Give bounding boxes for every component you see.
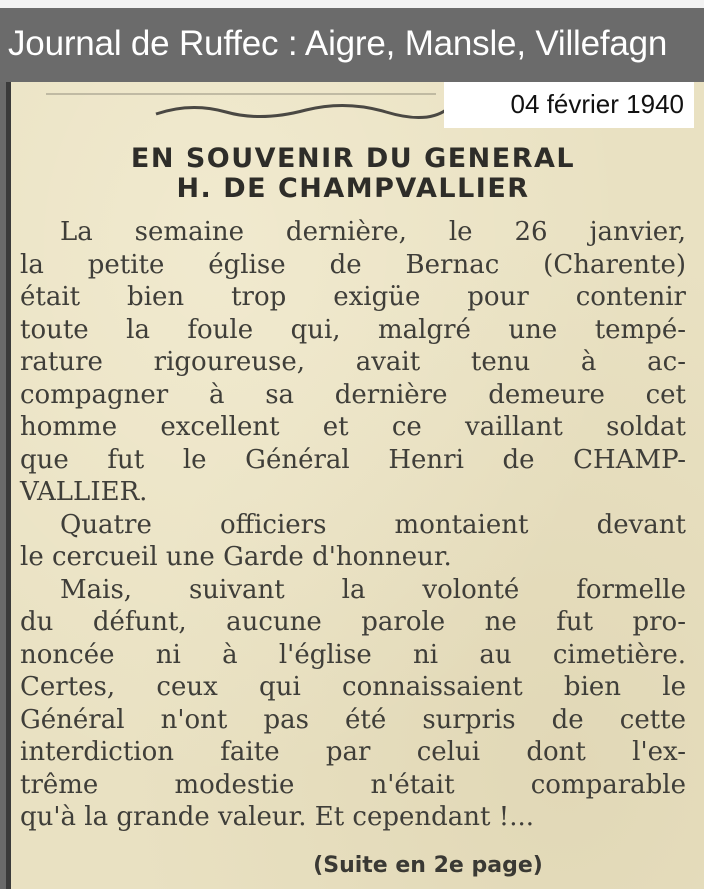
date-label — [444, 82, 694, 128]
text-line: du défunt, aucune parole ne fut pro- — [20, 607, 686, 637]
header-bar — [0, 8, 704, 82]
article — [20, 144, 686, 880]
column-rule — [6, 82, 11, 889]
newspaper-clipping — [6, 82, 704, 889]
paragraph-3 — [20, 574, 686, 834]
text-line: compagner à sa dernière demeure cet — [20, 379, 686, 410]
headline-line-2: H. DE CHAMPVALLIER — [176, 173, 530, 204]
text-line: Général n'ont pas été surpris de cette — [20, 704, 686, 735]
publication-date: 04 février 1940 — [510, 89, 684, 119]
text-line: VALLIER. — [20, 477, 148, 507]
text-line: noncée ni à l'église ni au cimetière. — [20, 639, 686, 670]
text-line: rature rigoureuse, avait tenu à ac- — [20, 347, 686, 377]
paragraph-2 — [20, 509, 686, 574]
text-line: que fut le Général Henri de CHAMP- — [20, 444, 686, 475]
text-line: était bien trop exigüe pour contenir — [20, 282, 686, 312]
text-line: toute la foule qui, malgré une tempé- — [20, 314, 686, 345]
text-line: Quatre officiers montaient devant — [60, 509, 686, 540]
article-body — [20, 216, 686, 834]
text-line: Certes, ceux qui connaissaient bien le — [20, 672, 686, 702]
paragraph-1 — [20, 216, 686, 509]
text-line: Mais, suivant la volonté formelle — [60, 574, 686, 605]
text-line: interdiction faite par celui dont l'ex- — [20, 737, 686, 767]
continuation-note: (Suite en 2e page) — [313, 852, 543, 878]
text-line: homme excellent et ce vaillant soldat — [20, 412, 686, 442]
text-line: le cercueil une Garde d'honneur. — [20, 542, 452, 572]
headline-line-1: EN SOUVENIR DU GENERAL — [130, 143, 576, 174]
text-line: la petite église de Bernac (Charente) — [20, 249, 686, 280]
article-headline — [20, 144, 686, 204]
text-line: qu'à la grande valeur. Et cependant !... — [20, 802, 534, 832]
top-strip — [0, 0, 704, 8]
document-title: Journal de Ruffec : Aigre, Mansle, Villefagn — [8, 24, 668, 63]
text-line: trême modestie n'était comparable — [20, 769, 686, 800]
text-line: La semaine dernière, le 26 janvier, — [60, 217, 686, 247]
